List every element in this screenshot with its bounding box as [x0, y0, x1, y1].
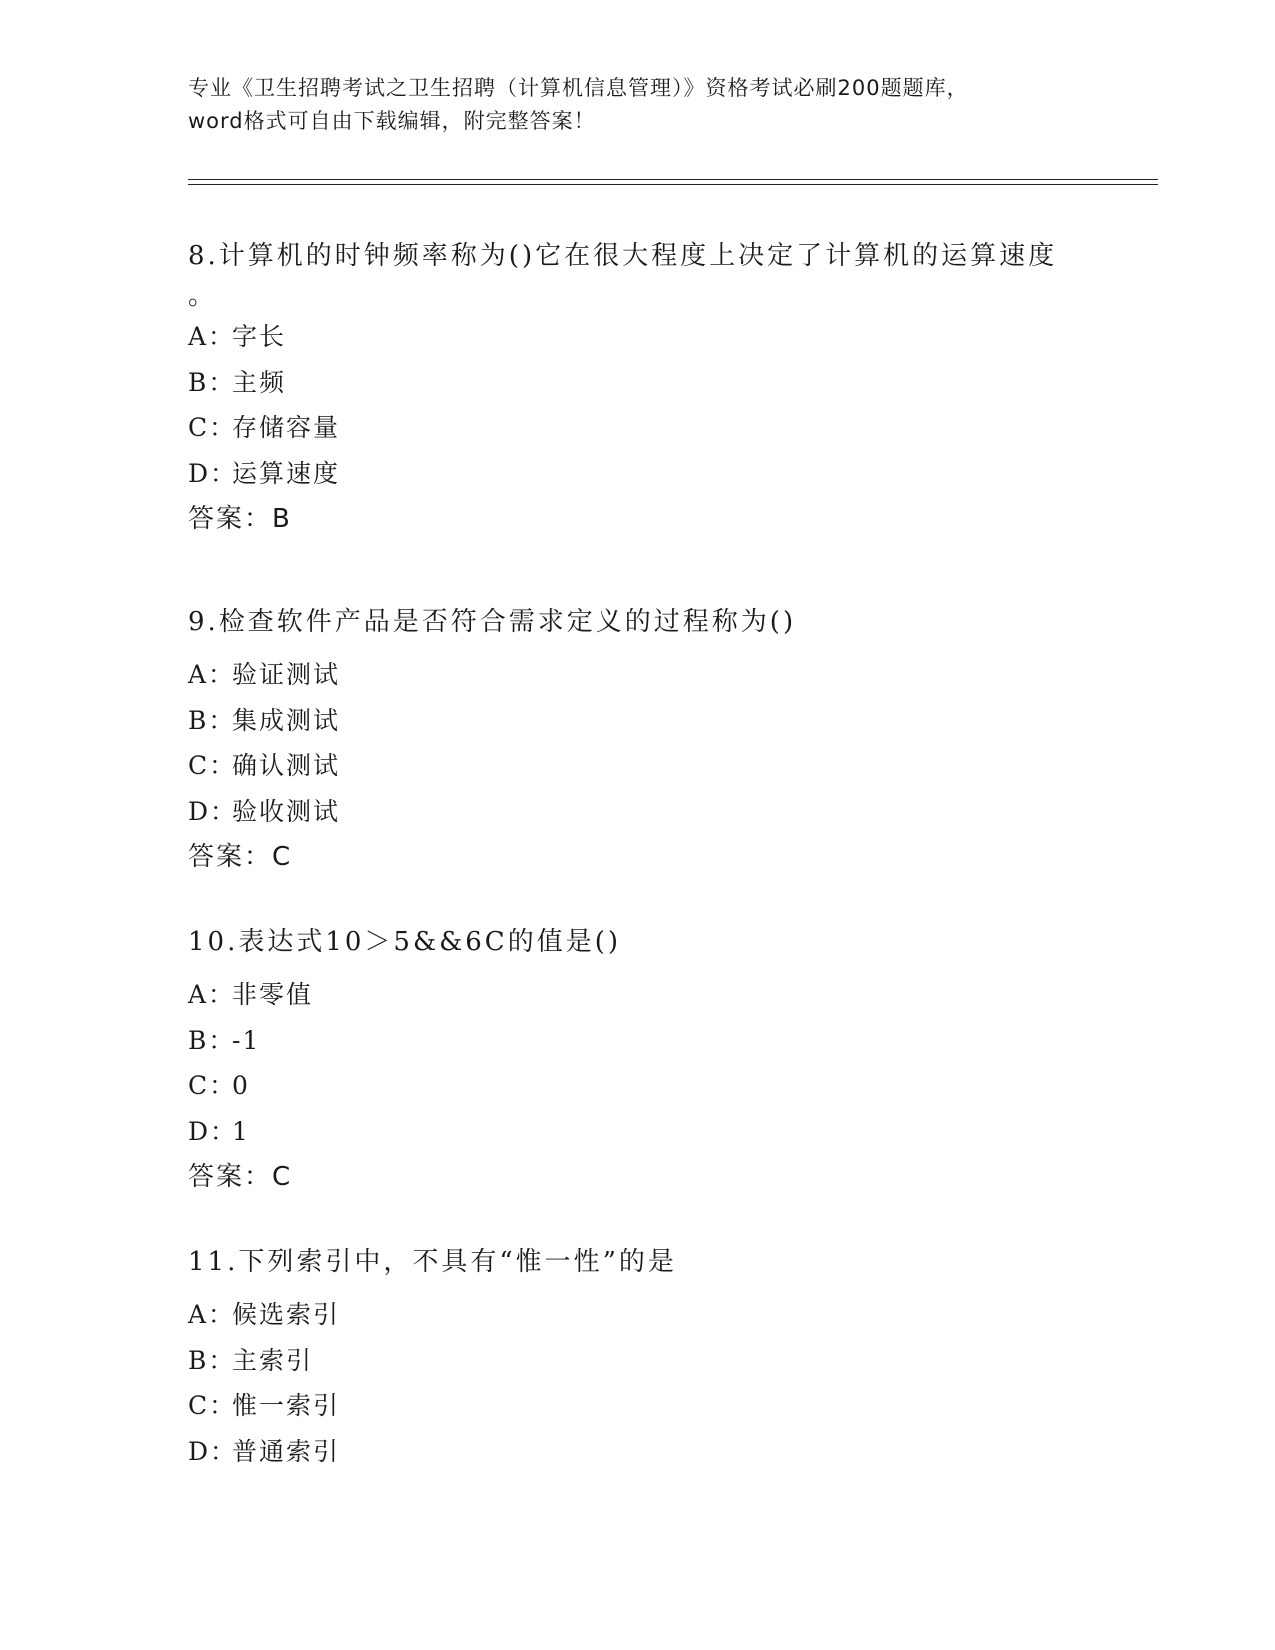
- option-d: [188, 1109, 1088, 1155]
- option-letter: B：: [188, 705, 236, 735]
- header-line-2: word格式可自由下载编辑，附完整答案！: [188, 109, 596, 133]
- option-letter: B：: [188, 367, 236, 397]
- question-stem: 10.表达式10＞5&&6C的值是(): [188, 927, 621, 957]
- question-9: [188, 592, 1088, 880]
- option-c: [188, 1383, 1088, 1429]
- option-letter: A：: [188, 322, 236, 351]
- option-b: [188, 360, 1088, 406]
- option-c: [188, 1063, 1088, 1109]
- option-text: 确认测试: [232, 751, 341, 780]
- option-text: 普通索引: [232, 1436, 341, 1466]
- option-text: 字长: [232, 322, 287, 351]
- option-a: [188, 314, 1088, 360]
- option-text: 1: [232, 1116, 250, 1146]
- header-line-1: 专业《卫生招聘考试之卫生招聘（计算机信息管理）》资格考试必刷200题题库，: [188, 76, 969, 100]
- option-text: 0: [232, 1071, 250, 1100]
- option-a: [188, 1292, 1088, 1338]
- option-text: 候选索引: [232, 1300, 341, 1329]
- option-text: 验收测试: [232, 796, 341, 826]
- answer-line: 答案：C: [188, 1162, 293, 1192]
- option-d: [188, 1429, 1088, 1475]
- option-letter: D：: [188, 796, 238, 826]
- option-letter: C：: [188, 1391, 237, 1420]
- answer-line: 答案：B: [188, 504, 292, 534]
- question-stem: 9.检查软件产品是否符合需求定义的过程称为(): [188, 607, 797, 637]
- option-letter: C：: [188, 1071, 237, 1100]
- option-d: [188, 789, 1088, 835]
- question-stem-continuation: 。: [188, 281, 218, 311]
- question-stem: 8.计算机的时钟频率称为()它在很大程度上决定了计算机的运算速度: [188, 241, 1058, 271]
- option-text: 存储容量: [232, 413, 341, 442]
- option-letter: A：: [188, 980, 236, 1009]
- option-letter: A：: [188, 660, 236, 689]
- option-a: [188, 972, 1088, 1018]
- option-a: [188, 652, 1088, 698]
- option-b: [188, 698, 1088, 744]
- option-text: -1: [232, 1025, 261, 1055]
- header-divider-bottom: [188, 184, 1158, 185]
- question-8: [188, 226, 1088, 542]
- option-text: 验证测试: [232, 660, 341, 689]
- option-text: 非零值: [232, 980, 314, 1009]
- option-letter: B：: [188, 1345, 236, 1375]
- question-stem: 11.下列索引中，不具有“惟一性”的是: [188, 1247, 677, 1277]
- option-letter: C：: [188, 751, 237, 780]
- option-letter: D：: [188, 1436, 238, 1466]
- option-text: 主索引: [232, 1345, 314, 1375]
- answer-line: 答案：C: [188, 842, 293, 872]
- option-b: [188, 1338, 1088, 1384]
- option-text: 主频: [232, 367, 287, 397]
- option-letter: D：: [188, 458, 238, 488]
- option-text: 集成测试: [232, 705, 341, 735]
- option-letter: A：: [188, 1300, 236, 1329]
- option-c: [188, 743, 1088, 789]
- header-divider-top: [188, 179, 1158, 180]
- document-header: [188, 72, 1088, 138]
- option-text: 惟一索引: [232, 1391, 341, 1420]
- question-11: [188, 1232, 1088, 1474]
- option-c: [188, 405, 1088, 451]
- option-d: [188, 451, 1088, 497]
- option-letter: B：: [188, 1025, 236, 1055]
- option-letter: C：: [188, 413, 237, 442]
- option-letter: D：: [188, 1116, 238, 1146]
- option-text: 运算速度: [232, 458, 341, 488]
- question-10: [188, 912, 1088, 1200]
- option-b: [188, 1018, 1088, 1064]
